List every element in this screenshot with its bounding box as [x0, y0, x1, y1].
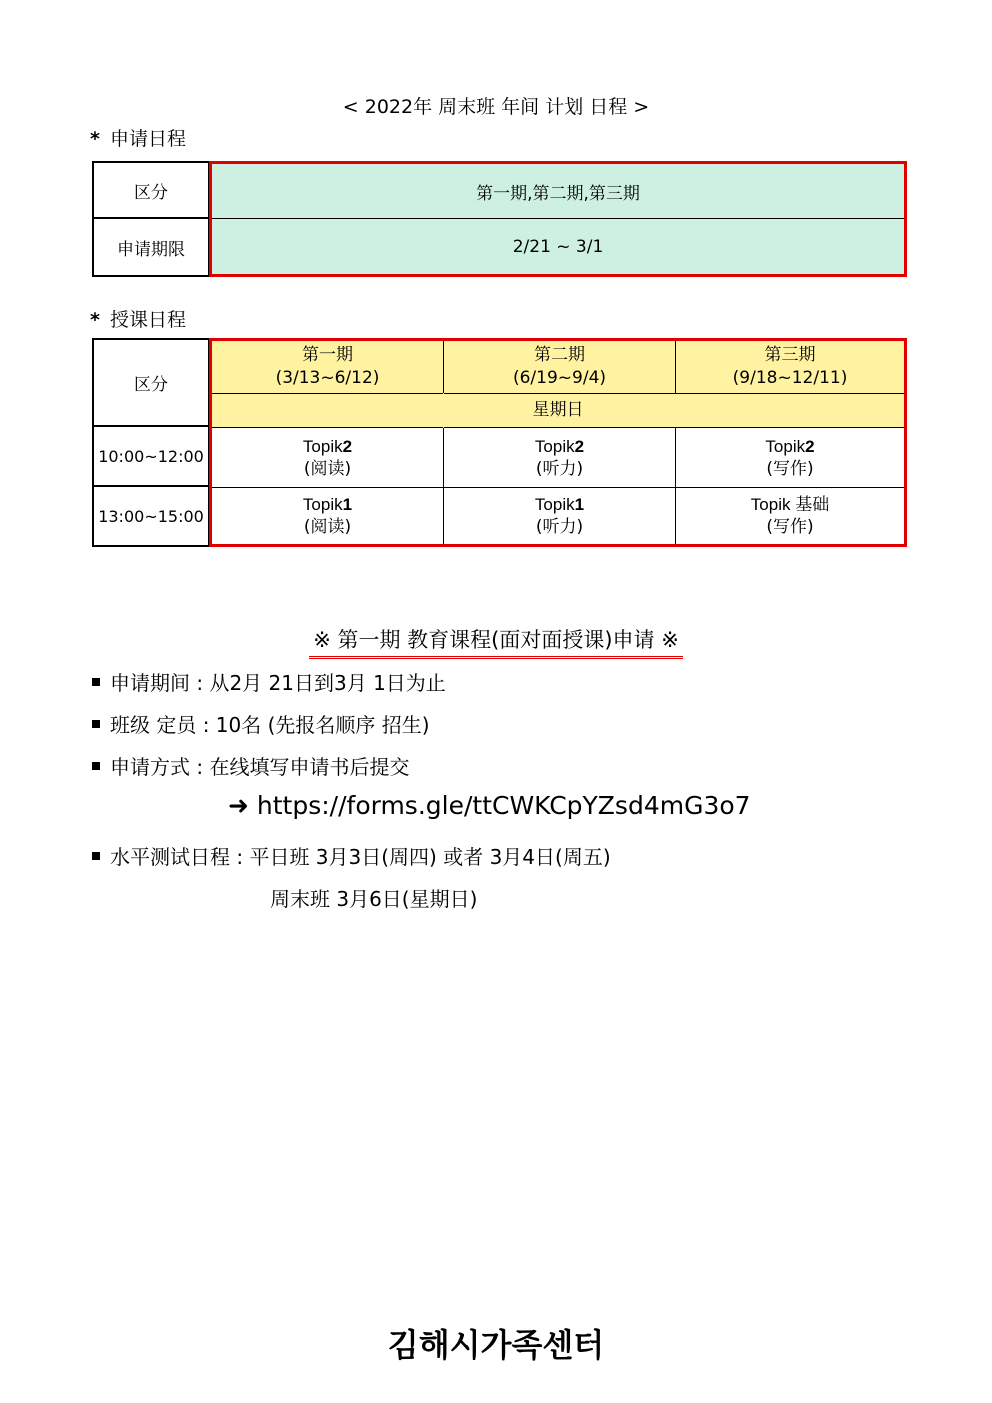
course-subject: (阅读)	[303, 517, 352, 537]
period-header-2	[444, 341, 675, 393]
corner-label: 区分	[92, 338, 210, 427]
application-period-item: 申请期间 : 从2月 21日到3月 1日为止	[92, 667, 446, 696]
level-test-item: 水平测试日程 : 平日班 3月3日(周四) 或者 3月4日(周五)	[92, 841, 611, 870]
course-cell	[444, 488, 675, 544]
period-name: 第三期	[764, 345, 816, 365]
row-label-deadline: 申请期限	[92, 217, 210, 277]
bullet-icon	[92, 678, 100, 686]
class-schedule-heading	[90, 305, 186, 332]
bullet-icon	[92, 852, 100, 860]
period-dates: (9/18~12/11)	[732, 368, 848, 388]
course-subject: (阅读)	[303, 458, 352, 479]
course-cell	[212, 488, 443, 544]
period-dates: (6/19~9/4)	[512, 368, 607, 388]
organization-name: 김해시가족센터	[387, 1326, 605, 1364]
application-form-link[interactable]: https://forms.gle/ttCWKCpYZsd4mG3o7	[256, 791, 751, 820]
time-slot-2: 13:00~15:00	[92, 485, 210, 547]
application-schedule-heading	[90, 124, 186, 151]
deadline-cell: 2/21 ~ 3/1	[512, 236, 604, 257]
course-level: Topik2	[302, 436, 353, 456]
class-table-highlight	[209, 338, 907, 547]
heading-text: 授课日程	[109, 309, 186, 331]
column-divider	[675, 341, 676, 393]
period-dates: (3/13~6/12)	[275, 368, 380, 388]
course-subject: (听力)	[535, 458, 584, 479]
course-level: Topik2	[765, 436, 815, 456]
bullet-icon	[92, 762, 100, 770]
period-name: 第一期	[302, 345, 353, 365]
application-table-highlight	[209, 161, 907, 277]
day-label: 星期日	[532, 400, 584, 420]
period-header-1	[212, 341, 443, 393]
course-cell	[676, 488, 904, 544]
course-level: Topik 基础	[750, 495, 830, 514]
periods-cell: 第一期,第二期,第三期	[476, 183, 640, 204]
period-header-3	[676, 341, 904, 393]
course-subject: (听力)	[535, 517, 584, 537]
form-link-line	[228, 791, 751, 820]
notice-title: ※ 第一期 教育课程(面对面授课)申请 ※	[0, 624, 992, 659]
application-method-item: 申请方式 : 在线填写申请书后提交	[92, 751, 409, 780]
course-level: Topik1	[302, 495, 353, 514]
course-subject: (写作)	[766, 517, 814, 537]
heading-marker: *	[90, 309, 100, 331]
level-test-weekend: 周末班 3月6日(星期日)	[270, 887, 478, 911]
period-name: 第二期	[534, 345, 585, 365]
row-label-category: 区分	[92, 161, 210, 219]
course-level: Topik1	[534, 495, 585, 514]
page-title: < 2022年 周末班 年间 计划 日程 >	[342, 96, 650, 118]
class-quota-item: 班级 定员 : 10名 (先报名顺序 招生)	[92, 709, 430, 738]
bullet-icon	[92, 720, 100, 728]
heading-marker: *	[90, 128, 100, 150]
course-level: Topik2	[534, 436, 585, 456]
column-divider	[675, 427, 676, 544]
course-subject: (写作)	[766, 458, 814, 479]
course-cell	[444, 428, 675, 487]
column-divider-mask	[443, 393, 444, 428]
heading-text: 申请日程	[109, 128, 186, 150]
time-slot-1: 10:00~12:00	[92, 425, 210, 487]
course-cell	[676, 428, 904, 487]
course-cell	[212, 428, 443, 487]
column-divider	[443, 341, 444, 544]
arrow-right-icon: ➜	[228, 791, 249, 820]
